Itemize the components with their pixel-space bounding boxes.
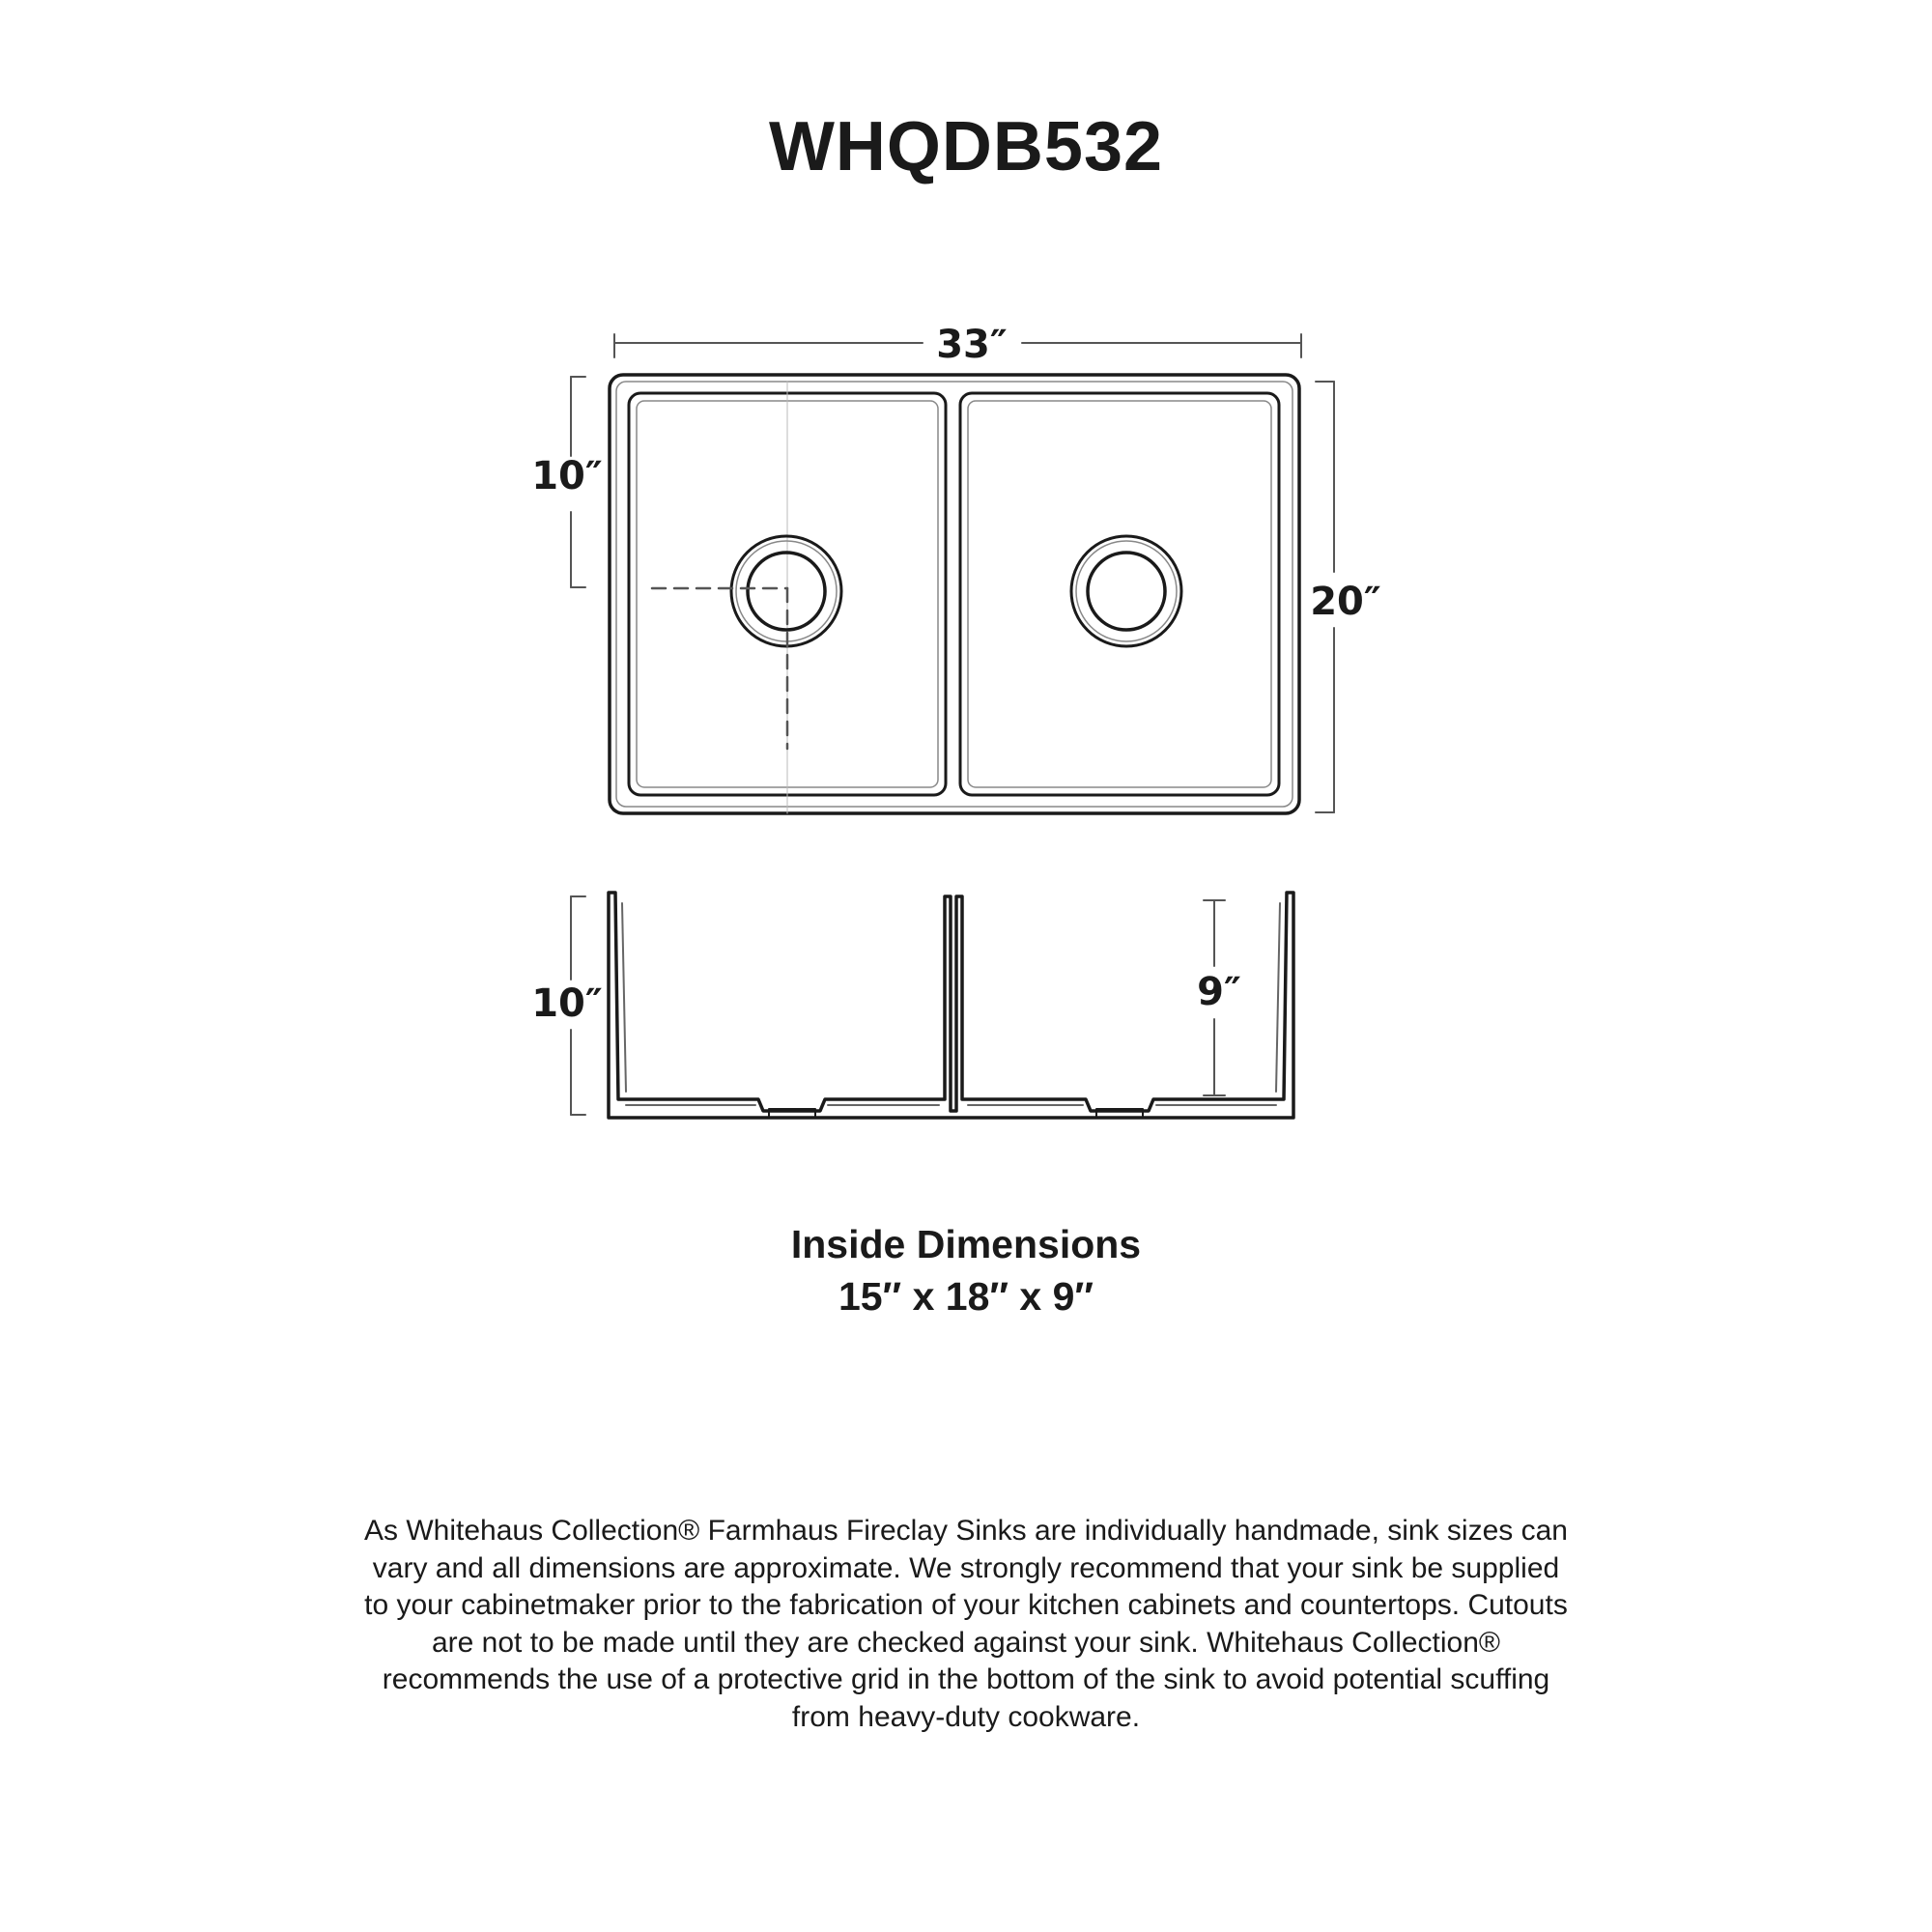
top-view: [610, 375, 1299, 813]
depth-label: 20″: [1310, 580, 1381, 624]
bowl-depth-label: 9″: [1197, 970, 1241, 1014]
inside-dimensions-value: 15″ x 18″ x 9″: [838, 1274, 1094, 1319]
width-label: 33″: [936, 323, 1008, 367]
height-label: 10″: [531, 981, 603, 1026]
disclaimer-text: As Whitehaus Collection® Farmhaus Fireclay Sinks are individually handmade, sink sizes can vary and all dimensions are approximate. We strongly recommend that your sink be supplied to your cabinetmaker prior to the fabrication of your kitchen cabinets and countertops. Cutouts are not to be made until they are checked against your sink. Whitehaus Collection® recommends the use of a protective grid in the bottom of the sink to avoid potential scuffing from heavy-duty cookware.: [364, 1515, 1568, 1733]
section-view: [609, 893, 1293, 1118]
right-bowl: [960, 393, 1279, 795]
inside-dimensions-heading: Inside Dimensions: [790, 1222, 1142, 1266]
sink-section-outline: [609, 893, 1293, 1118]
sink-outer-rim: [610, 375, 1299, 813]
model-title: WHQDB532: [768, 108, 1164, 185]
drain-offset-label: 10″: [531, 454, 603, 498]
